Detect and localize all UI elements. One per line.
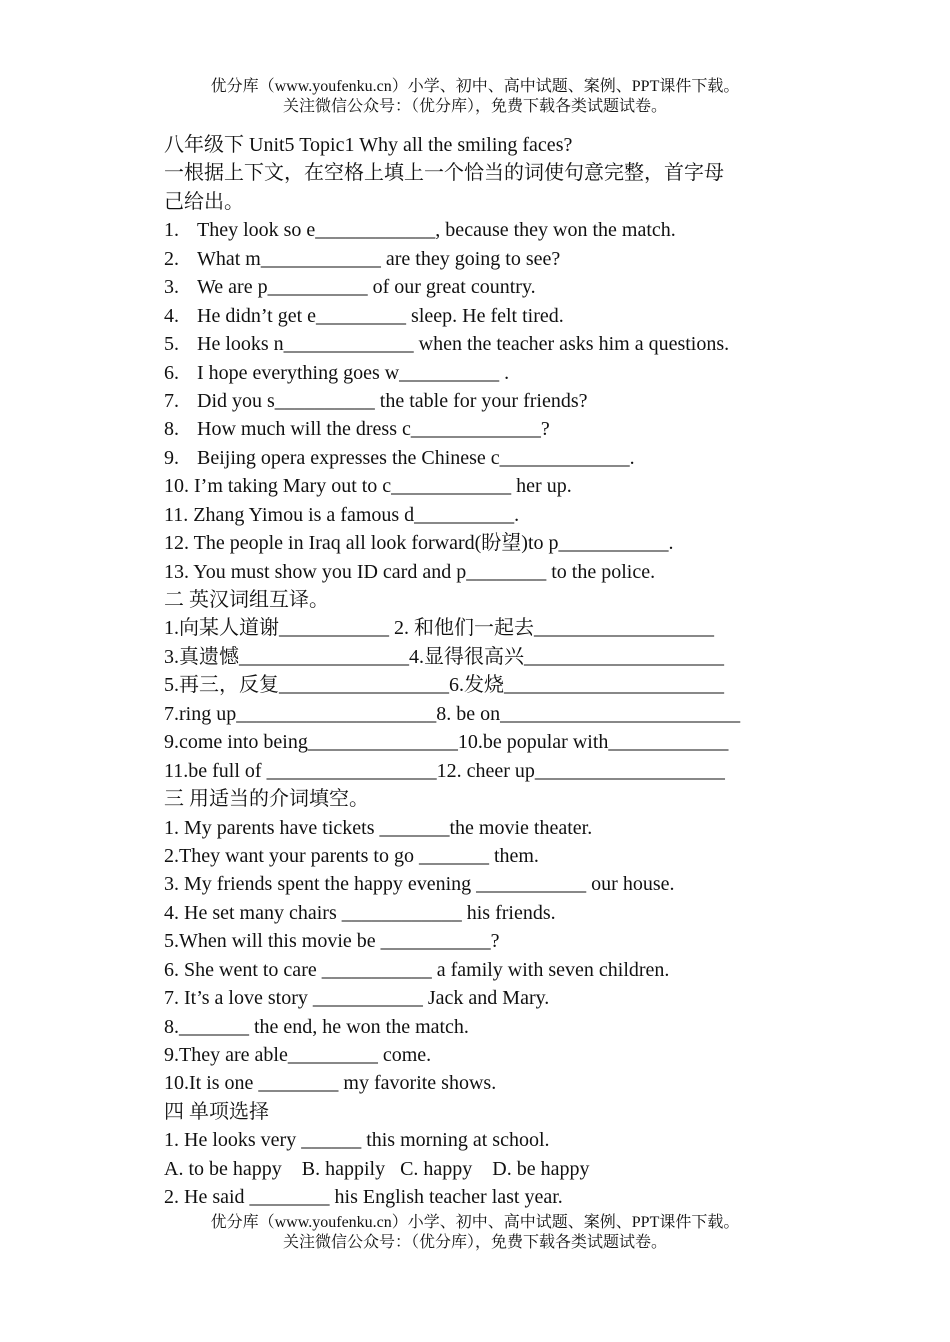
- section2-heading: 二 英汉词组互译。: [164, 589, 329, 611]
- section3-item-9: 9.They are able_________ come.: [164, 1044, 432, 1066]
- section1-item-7: 7. Did you s__________ the table for your friends?: [164, 389, 588, 412]
- section3-item-7: 7. It’s a love story ___________ Jack and Mary.: [164, 987, 550, 1010]
- section3-item-6: 6. She went to care ___________ a family with seven children.: [164, 958, 670, 981]
- section1-item-13: 13. You must show you ID card and p________ to the police.: [164, 560, 656, 583]
- section1-item-8: 8. How much will the dress c_____________?: [164, 418, 550, 441]
- section2-row-5: 9.come into being_______________10.be popular with____________: [164, 731, 729, 754]
- section1-item-6: 6. I hope everything goes w__________ .: [164, 361, 510, 384]
- section3-item-4: 4. He set many chairs ____________ his friends.: [164, 901, 556, 924]
- section1-item-11: 11. Zhang Yimou is a famous d__________.: [164, 503, 520, 526]
- section3-item-8: 8._______ the end, he won the match.: [164, 1015, 469, 1038]
- section1-item-12: 12. The people in Iraq all look forward(盼望)to p___________.: [164, 532, 674, 555]
- section3-item-1: 1. My parents have tickets _______the movie theater.: [164, 816, 593, 839]
- footer-line-1: 优分库（www.youfenku.cn）小学、初中、高中试题、案例、PPT课件下载。: [210, 1214, 740, 1231]
- section2-row-1: 1.向某人道谢___________ 2. 和他们一起去__________________: [164, 617, 714, 640]
- section1-item-3: 3. We are p__________ of our great country.: [164, 276, 536, 299]
- page-header: [0, 77, 950, 117]
- section1-item-4: 4. He didn’t get e_________ sleep. He felt tired.: [164, 304, 564, 327]
- section4-question-2: 2. He said ________ his English teacher last year.: [164, 1186, 563, 1209]
- section1-item-9: 9. Beijing opera expresses the Chinese c_____________.: [164, 446, 635, 469]
- page-footer: [0, 1213, 950, 1253]
- section2-row-6: 11.be full of _________________12. cheer up___________________: [164, 759, 725, 782]
- section1-item-1: 1. They look so e____________, because they won the match.: [164, 219, 676, 242]
- section1-item-10: 10. I’m taking Mary out to c____________ her up.: [164, 475, 572, 498]
- section2-row-4: 7.ring up____________________8. be on________________________: [164, 702, 741, 725]
- section1-heading-line1: 一根据上下文，在空格上填上一个恰当的词使句意完整，首字母: [164, 162, 724, 185]
- section3-item-5: 5.When will this movie be ___________?: [164, 930, 500, 953]
- header-line-2: 关注微信公众号：（优分库），免费下载各类试题试卷。: [282, 98, 667, 115]
- section2-row-3: 5.再三，反复_________________6.发烧______________________: [164, 674, 724, 697]
- footer-line-2: 关注微信公众号：（优分库），免费下载各类试题试卷。: [282, 1234, 667, 1251]
- section1-heading-line2: 己给出。: [164, 190, 244, 213]
- section3-item-2: 2.They want your parents to go _______ them.: [164, 844, 539, 867]
- section2-row-2: 3.真遗憾_________________4.显得很高兴____________________: [164, 645, 724, 668]
- worksheet-body: [164, 131, 794, 1212]
- section3-item-10: 10.It is one ________ my favorite shows.: [164, 1072, 497, 1095]
- section4-question-1: 1. He looks very ______ this morning at school.: [164, 1129, 550, 1152]
- section4-question-1-options: A. to be happy B. happily C. happy D. be happy: [164, 1157, 590, 1180]
- section1-item-5: 5. He looks n_____________ when the teacher asks him a questions.: [164, 333, 730, 356]
- section4-heading: 四 单项选择: [164, 1100, 269, 1123]
- section1-item-2: 2. What m____________ are they going to see?: [164, 247, 561, 270]
- header-line-1: 优分库（www.youfenku.cn）小学、初中、高中试题、案例、PPT课件下载。: [210, 78, 740, 95]
- section3-item-3: 3. My friends spent the happy evening ___________ our house.: [164, 873, 675, 896]
- worksheet-title: 八年级下 Unit5 Topic1 Why all the smiling faces?: [164, 134, 573, 156]
- section3-heading: 三 用适当的介词填空。: [164, 788, 369, 811]
